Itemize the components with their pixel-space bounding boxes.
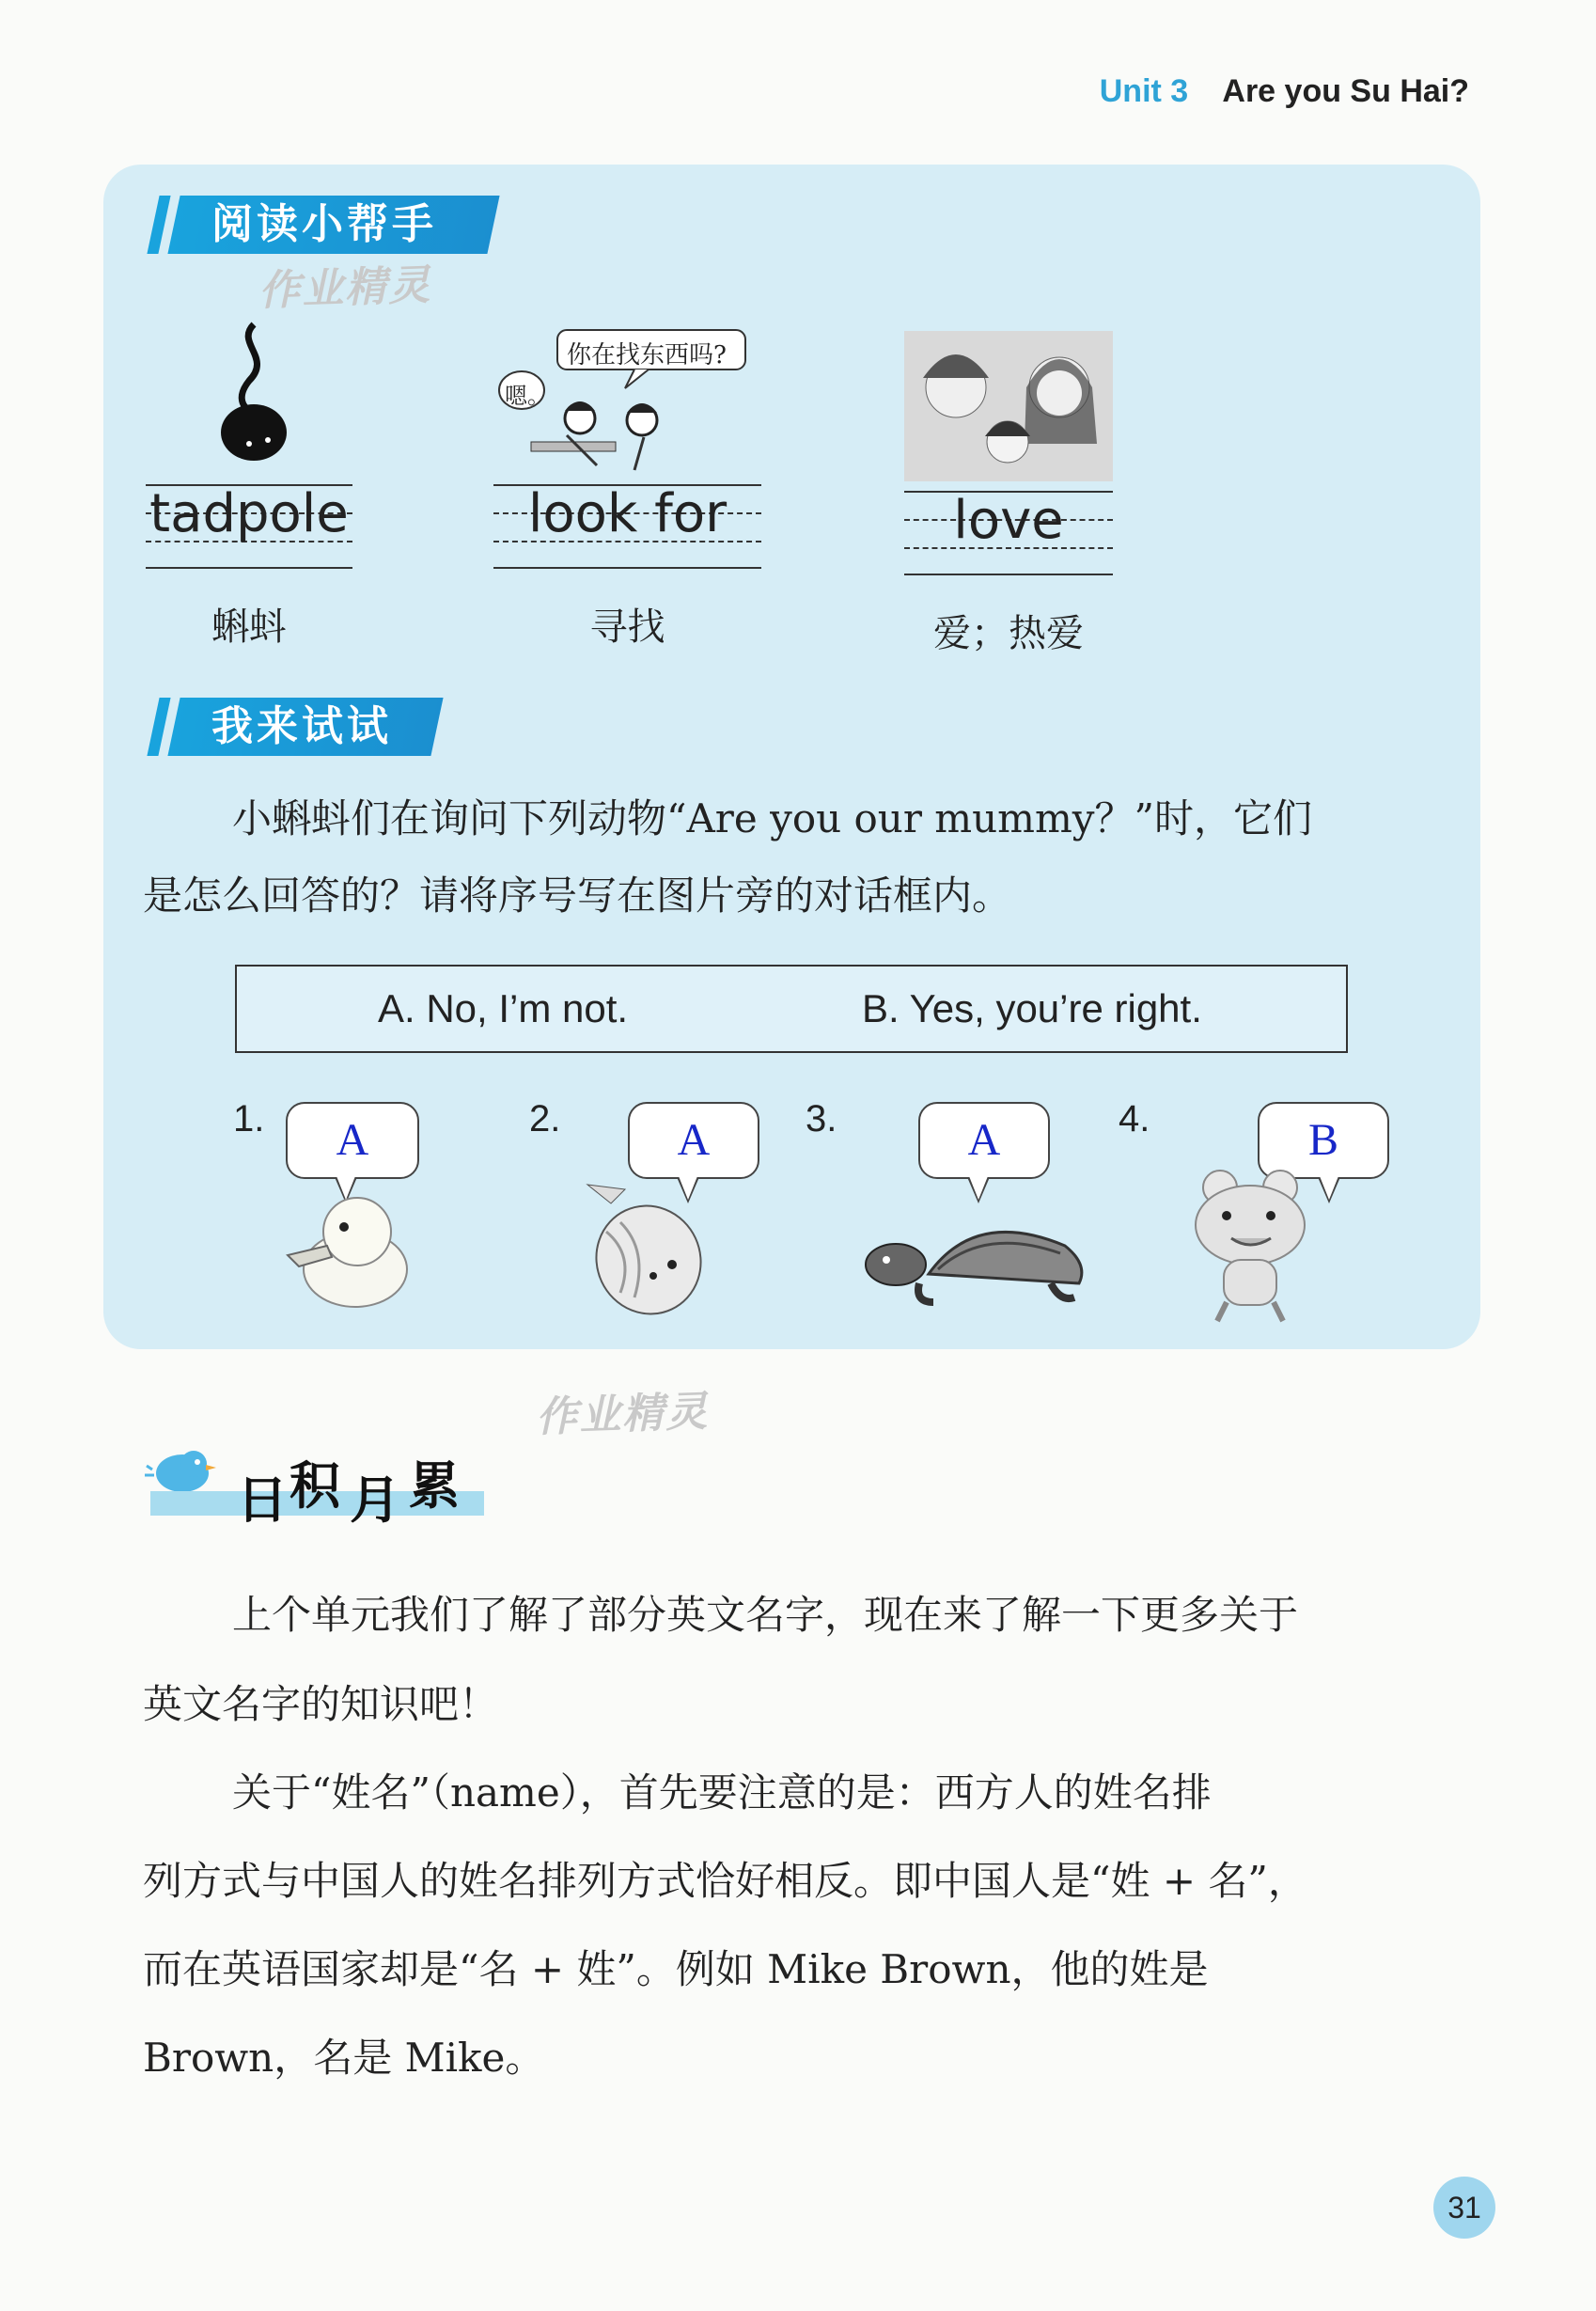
- instruction-line: 是怎么回答的？请将序号写在图片旁的对话框内。: [143, 873, 1012, 919]
- instruction-text: [143, 778, 1459, 936]
- answer-bubble-text: 嗯。: [505, 383, 550, 409]
- section-title: 阅读小帮手: [211, 200, 437, 248]
- item-number: 2.: [529, 1098, 561, 1140]
- paragraph-1: [143, 1570, 1459, 1749]
- question-bubble-text: 你在找东西吗?: [567, 341, 727, 369]
- item-number: 3.: [806, 1098, 837, 1140]
- answer-bubble[interactable]: A: [628, 1102, 759, 1179]
- look-for-image: [493, 324, 761, 475]
- title-char: 月: [350, 1470, 400, 1530]
- option-a: A. No, I’m not.: [378, 986, 629, 1030]
- duck-image: [280, 1189, 412, 1315]
- title-char: 日: [237, 1470, 288, 1530]
- vocab-meaning: 爱；热爱: [933, 612, 1084, 655]
- vocab-love: [904, 331, 1113, 657]
- title-char: 积: [289, 1456, 340, 1516]
- turtle-image: [863, 1208, 1098, 1315]
- section-title-daily: [150, 1446, 484, 1530]
- vocab-meaning: 寻找: [589, 605, 665, 649]
- fish-image: [578, 1180, 719, 1325]
- love-image: [904, 331, 1113, 481]
- page-number: 31: [1433, 2177, 1495, 2239]
- item-number: 1.: [233, 1098, 265, 1140]
- handwriting-lines: [904, 491, 1113, 575]
- paragraph-line: 上个单元我们了解了部分英文名字，现在来了解一下更多关于: [232, 1592, 1299, 1638]
- paragraph-line: 列方式与中国人的姓名排列方式恰好相反。即中国人是“姓 + 名”，: [143, 1858, 1307, 1904]
- frog-image: [1184, 1161, 1316, 1329]
- unit-label: Unit 3: [1099, 73, 1189, 109]
- options-box: [235, 965, 1348, 1053]
- item-number: 4.: [1119, 1098, 1150, 1140]
- vocab-word: love: [953, 490, 1064, 551]
- vocab-word: look for: [527, 483, 728, 544]
- handwriting-lines: [146, 484, 352, 569]
- title-char: 累: [409, 1456, 460, 1516]
- option-b: B. Yes, you’re right.: [862, 986, 1202, 1030]
- paragraph-line: 而在英语国家却是“名 + 姓”。例如 Mike Brown，他的姓是: [143, 1946, 1209, 1992]
- section-banner-try: [167, 698, 443, 756]
- paragraph-line: 关于“姓名”（name），首先要注意的是：西方人的姓名排: [232, 1769, 1212, 1816]
- vocab-tadpole: [146, 315, 352, 651]
- watermark: 作业精灵: [258, 260, 432, 316]
- paragraph-line: 英文名字的知识吧！: [143, 1681, 499, 1727]
- paragraph-line: Brown，名是 Mike。: [143, 2035, 545, 2081]
- answer-bubble[interactable]: A: [918, 1102, 1050, 1179]
- section-banner-reading-helper: [167, 196, 499, 254]
- answer-bubble[interactable]: A: [286, 1102, 419, 1179]
- answer-bubble[interactable]: B: [1258, 1102, 1389, 1179]
- watermark: 作业精灵: [535, 1387, 710, 1442]
- handwriting-lines: [493, 484, 761, 569]
- unit-title: Are you Su Hai?: [1222, 73, 1469, 109]
- section-title: 我来试试: [211, 702, 392, 750]
- paragraph-2: [143, 1749, 1459, 2102]
- tadpole-image: [202, 315, 296, 465]
- vocab-word: tadpole: [149, 483, 349, 544]
- vocab-meaning: 蝌蚪: [211, 605, 287, 649]
- instruction-line: 小蝌蚪们在询问下列动物“Are you our mummy？”时，它们: [232, 795, 1312, 841]
- page-header: [1100, 73, 1469, 110]
- vocab-look-for: [493, 324, 761, 651]
